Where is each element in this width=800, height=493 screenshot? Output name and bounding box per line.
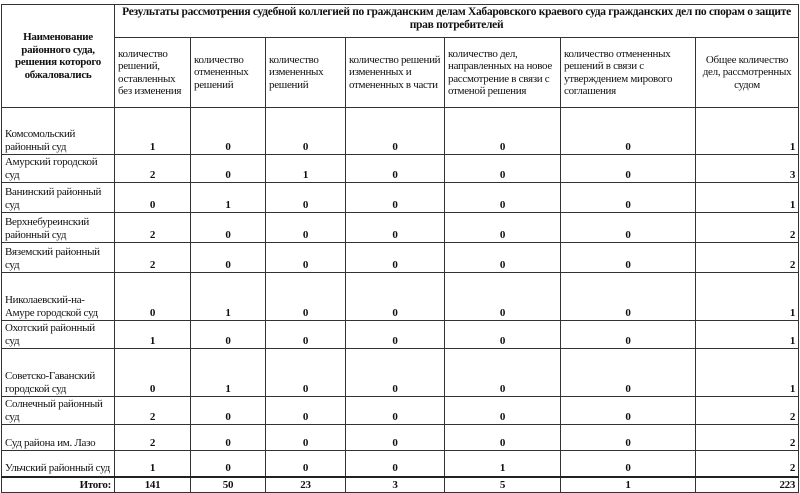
table-row xyxy=(2,155,799,183)
value-cell: 1 xyxy=(696,183,799,213)
total-cell: 23 xyxy=(266,477,346,493)
table-row xyxy=(2,243,799,273)
value-cell: 0 xyxy=(191,425,266,451)
value-cell: 0 xyxy=(266,321,346,349)
court-name: Комсомольский районный суд xyxy=(2,108,115,155)
court-results-table xyxy=(1,4,799,493)
value-cell: 0 xyxy=(266,243,346,273)
column-header: количество дел, направленных на новое рассмотрение в связи с отменой решения xyxy=(445,38,561,108)
value-cell: 0 xyxy=(445,243,561,273)
total-cell: 223 xyxy=(696,477,799,493)
value-cell: 0 xyxy=(561,108,696,155)
value-cell: 0 xyxy=(346,397,445,425)
value-cell: 2 xyxy=(696,451,799,477)
table-row xyxy=(2,183,799,213)
table-row xyxy=(2,321,799,349)
value-cell: 0 xyxy=(266,397,346,425)
value-cell: 0 xyxy=(445,273,561,321)
value-cell: 0 xyxy=(346,213,445,243)
value-cell: 2 xyxy=(115,397,191,425)
value-cell: 0 xyxy=(191,451,266,477)
value-cell: 0 xyxy=(445,425,561,451)
value-cell: 2 xyxy=(696,425,799,451)
value-cell: 2 xyxy=(115,243,191,273)
value-cell: 1 xyxy=(696,273,799,321)
court-name: Советско-Гаванский городской суд xyxy=(2,349,115,397)
column-header: Общее количество дел, рассмотренных судом xyxy=(696,38,799,108)
column-header: количество отмененных решений xyxy=(191,38,266,108)
table-row xyxy=(2,425,799,451)
value-cell: 2 xyxy=(115,425,191,451)
value-cell: 1 xyxy=(115,451,191,477)
value-cell: 0 xyxy=(191,397,266,425)
total-cell: 50 xyxy=(191,477,266,493)
value-cell: 1 xyxy=(445,451,561,477)
value-cell: 0 xyxy=(561,213,696,243)
value-cell: 0 xyxy=(445,349,561,397)
table-row xyxy=(2,273,799,321)
value-cell: 1 xyxy=(696,349,799,397)
value-cell: 1 xyxy=(115,108,191,155)
value-cell: 1 xyxy=(696,108,799,155)
table-row xyxy=(2,213,799,243)
value-cell: 1 xyxy=(191,183,266,213)
value-cell: 2 xyxy=(696,397,799,425)
total-cell: 1 xyxy=(561,477,696,493)
value-cell: 0 xyxy=(561,425,696,451)
value-cell: 0 xyxy=(115,183,191,213)
value-cell: 0 xyxy=(561,397,696,425)
value-cell: 0 xyxy=(561,243,696,273)
court-name: Николаевский-на-Амуре городской суд xyxy=(2,273,115,321)
value-cell: 0 xyxy=(346,183,445,213)
value-cell: 0 xyxy=(266,273,346,321)
value-cell: 1 xyxy=(115,321,191,349)
column-header: количество отмененных решений в связи с утверждением мирового соглашения xyxy=(561,38,696,108)
row-label-header: Наименование районного суда, решения которого обжаловались xyxy=(2,5,115,108)
value-cell: 0 xyxy=(346,349,445,397)
value-cell: 2 xyxy=(115,155,191,183)
value-cell: 0 xyxy=(346,273,445,321)
value-cell: 1 xyxy=(191,349,266,397)
value-cell: 0 xyxy=(561,451,696,477)
total-label: Итого: xyxy=(2,477,115,493)
value-cell: 1 xyxy=(191,273,266,321)
value-cell: 2 xyxy=(115,213,191,243)
value-cell: 2 xyxy=(696,213,799,243)
value-cell: 0 xyxy=(266,183,346,213)
value-cell: 0 xyxy=(445,321,561,349)
value-cell: 0 xyxy=(191,213,266,243)
court-name: Суд района им. Лазо xyxy=(2,425,115,451)
value-cell: 0 xyxy=(115,273,191,321)
column-header: количество измененных решений xyxy=(266,38,346,108)
table-row xyxy=(2,349,799,397)
value-cell: 0 xyxy=(266,213,346,243)
value-cell: 0 xyxy=(191,108,266,155)
total-row xyxy=(2,477,799,493)
value-cell: 0 xyxy=(561,273,696,321)
value-cell: 0 xyxy=(346,243,445,273)
value-cell: 0 xyxy=(266,451,346,477)
court-name: Верхнебуреинский районный суд xyxy=(2,213,115,243)
court-name: Солнечный районный суд xyxy=(2,397,115,425)
value-cell: 0 xyxy=(346,321,445,349)
value-cell: 1 xyxy=(266,155,346,183)
value-cell: 0 xyxy=(266,108,346,155)
court-name: Охотский районный суд xyxy=(2,321,115,349)
value-cell: 0 xyxy=(445,155,561,183)
value-cell: 0 xyxy=(266,349,346,397)
value-cell: 2 xyxy=(696,243,799,273)
column-header: количество решений, оставленных без изменения xyxy=(115,38,191,108)
court-name: Ванинский районный суд xyxy=(2,183,115,213)
table-title: Результаты рассмотрения судебной коллегией по гражданским делам Хабаровского краевого суда гражданских дел по спорам о защите прав потребителей xyxy=(115,5,799,38)
value-cell: 0 xyxy=(561,321,696,349)
value-cell: 0 xyxy=(346,108,445,155)
table-row xyxy=(2,451,799,477)
value-cell: 0 xyxy=(445,183,561,213)
column-header: количество решений измененных и отмененных в части xyxy=(346,38,445,108)
value-cell: 0 xyxy=(561,155,696,183)
value-cell: 0 xyxy=(445,397,561,425)
value-cell: 0 xyxy=(115,349,191,397)
value-cell: 3 xyxy=(696,155,799,183)
value-cell: 0 xyxy=(445,213,561,243)
total-cell: 141 xyxy=(115,477,191,493)
value-cell: 0 xyxy=(561,183,696,213)
value-cell: 0 xyxy=(346,451,445,477)
value-cell: 0 xyxy=(191,243,266,273)
table-row xyxy=(2,108,799,155)
value-cell: 0 xyxy=(561,349,696,397)
court-name: Амурский городской суд xyxy=(2,155,115,183)
value-cell: 0 xyxy=(346,425,445,451)
value-cell: 0 xyxy=(191,155,266,183)
table-row xyxy=(2,397,799,425)
value-cell: 1 xyxy=(696,321,799,349)
value-cell: 0 xyxy=(346,155,445,183)
total-cell: 3 xyxy=(346,477,445,493)
value-cell: 0 xyxy=(266,425,346,451)
total-cell: 5 xyxy=(445,477,561,493)
value-cell: 0 xyxy=(445,108,561,155)
court-name: Ульчский районный суд xyxy=(2,451,115,477)
value-cell: 0 xyxy=(191,321,266,349)
court-name: Вяземский районный суд xyxy=(2,243,115,273)
